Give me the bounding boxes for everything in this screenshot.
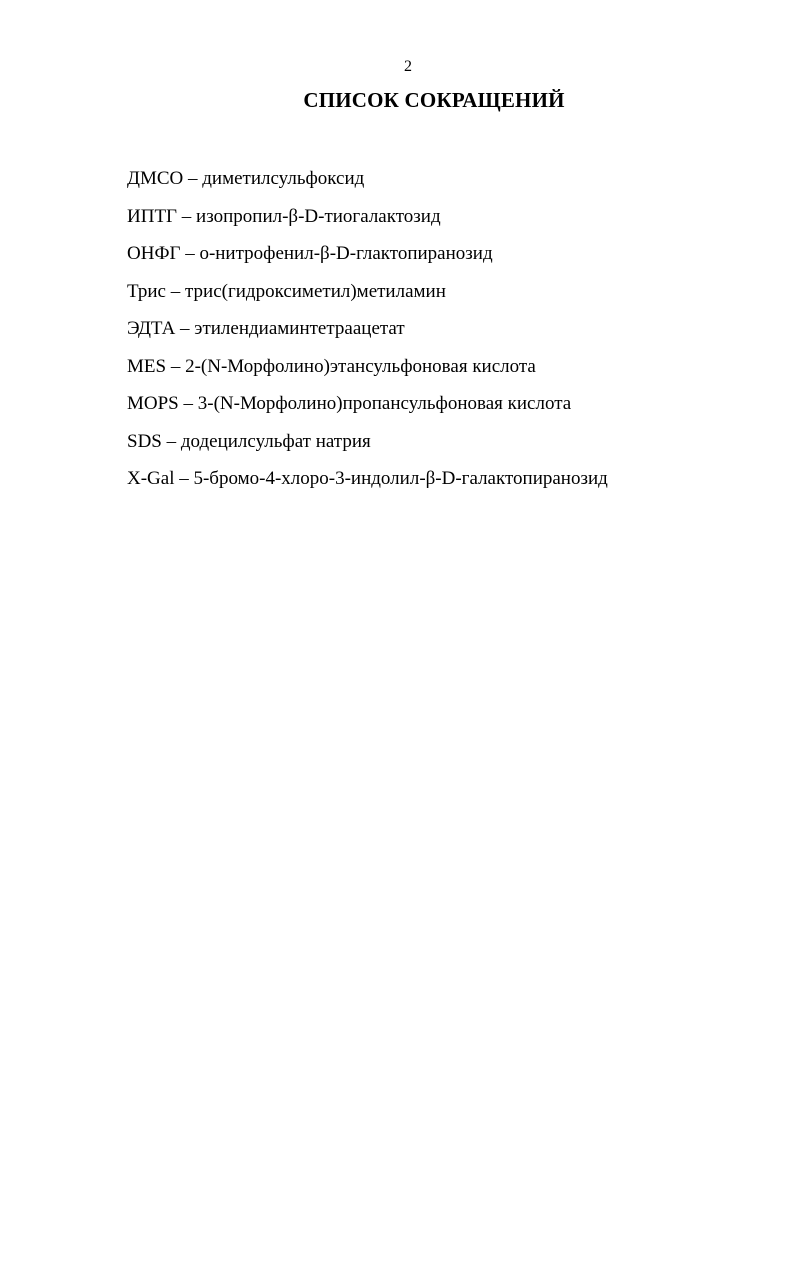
abbreviation-item-dmso (127, 160, 767, 198)
abbreviation-item-x-gal (127, 460, 767, 498)
abbreviation-term: SDS (127, 430, 162, 452)
abbreviation-term: ДМСО (127, 168, 184, 189)
abbreviation-separator: – (177, 205, 197, 227)
abbreviation-term: ЭДТА (127, 318, 176, 339)
page-number: 2 (404, 58, 412, 75)
abbreviation-item-edta (127, 310, 767, 348)
abbreviation-term: ИПТГ (127, 205, 178, 227)
abbreviation-term: Трис (127, 280, 166, 302)
abbreviation-item-iptg (127, 198, 767, 236)
page-title: СПИСОК СОКРАЩЕНИЙ (303, 88, 565, 112)
abbreviation-term: X-Gal (127, 468, 175, 489)
abbreviation-item-sds (127, 423, 767, 461)
abbreviation-separator: – (161, 430, 181, 452)
abbreviation-item-onfg (127, 235, 767, 273)
abbreviation-term: ОНФГ (127, 243, 181, 264)
abbreviation-list (127, 160, 767, 498)
abbreviation-separator: – (180, 243, 200, 264)
abbreviation-definition: 3-(N-Морфолино)пропансульфоновая кислота (197, 393, 572, 414)
abbreviation-separator: – (166, 355, 186, 377)
abbreviation-item-tris (127, 273, 767, 311)
abbreviation-definition: изопропил-β-D-тиогалактозид (196, 205, 441, 227)
abbreviation-item-mops (127, 385, 767, 423)
abbreviation-separator: – (183, 168, 203, 189)
abbreviation-separator: – (174, 468, 194, 489)
abbreviation-separator: – (178, 393, 198, 414)
abbreviation-definition: о-нитрофенил-β-D-глактопиранозид (199, 243, 493, 264)
abbreviation-definition: диметилсульфоксид (202, 168, 365, 189)
abbreviation-definition: додецилсульфат натрия (180, 430, 371, 452)
abbreviation-separator: – (175, 318, 195, 339)
abbreviation-definition: 5-бромо-4-хлоро-3-индолил-β-D-галактопиранозид (193, 468, 608, 489)
abbreviation-term: MOPS (127, 393, 179, 414)
abbreviation-definition: 2-(N-Морфолино)этансульфоновая кислота (185, 355, 536, 377)
abbreviation-separator: – (165, 280, 185, 302)
abbreviation-item-mes (127, 348, 767, 386)
abbreviation-definition: трис(гидроксиметил)метиламин (184, 280, 446, 302)
abbreviation-term: MES (127, 355, 167, 377)
abbreviation-definition: этилендиаминтетраацетат (194, 318, 405, 339)
